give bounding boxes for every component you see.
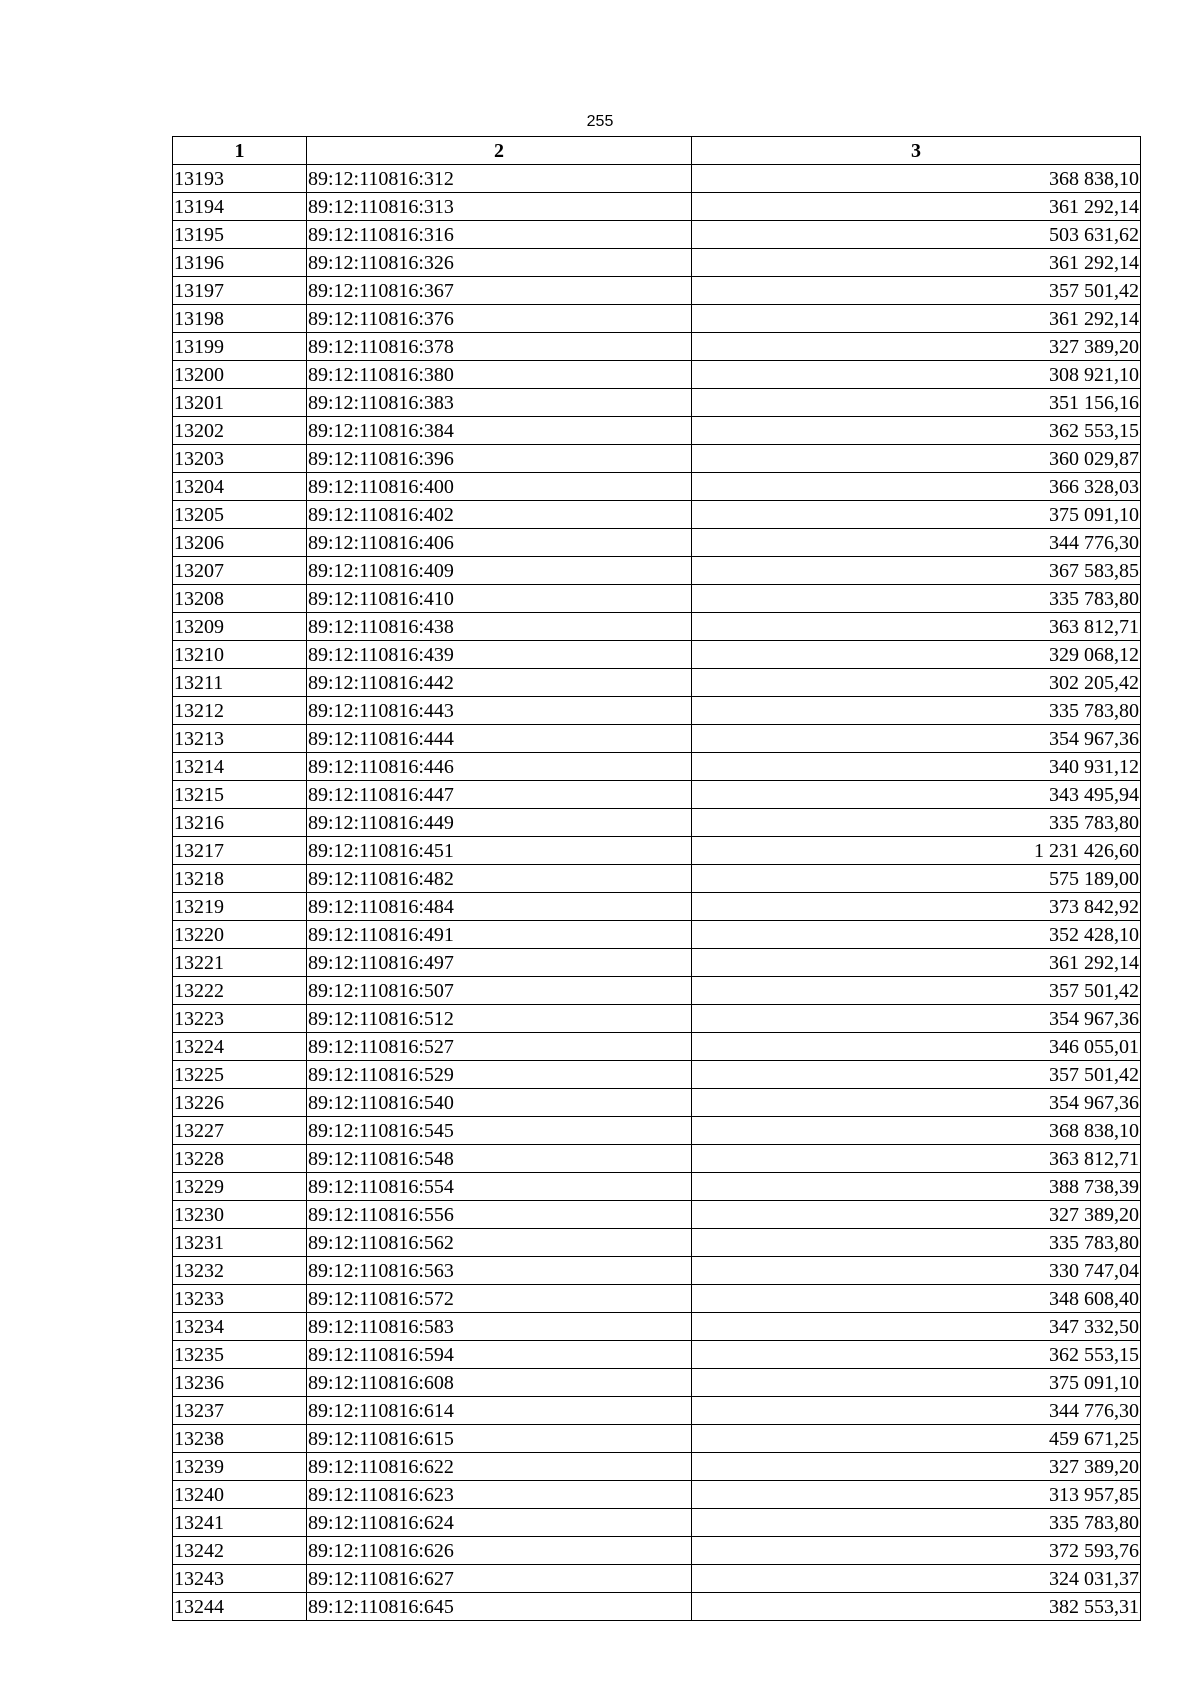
cadastral-number-cell: 89:12:110816:614 bbox=[307, 1397, 692, 1425]
value-cell: 343 495,94 bbox=[692, 781, 1141, 809]
table-row bbox=[173, 697, 1141, 725]
cadastral-number-cell: 89:12:110816:376 bbox=[307, 305, 692, 333]
row-number-cell: 13229 bbox=[173, 1173, 307, 1201]
cadastral-number-cell: 89:12:110816:497 bbox=[307, 949, 692, 977]
table-header-row bbox=[173, 137, 1141, 165]
cadastral-number-cell: 89:12:110816:378 bbox=[307, 333, 692, 361]
cadastral-number-cell: 89:12:110816:451 bbox=[307, 837, 692, 865]
value-cell: 327 389,20 bbox=[692, 1453, 1141, 1481]
table-row bbox=[173, 417, 1141, 445]
row-number-cell: 13214 bbox=[173, 753, 307, 781]
value-cell: 375 091,10 bbox=[692, 501, 1141, 529]
row-number-cell: 13220 bbox=[173, 921, 307, 949]
row-number-cell: 13244 bbox=[173, 1593, 307, 1621]
table-row bbox=[173, 1369, 1141, 1397]
value-cell: 357 501,42 bbox=[692, 977, 1141, 1005]
value-cell: 1 231 426,60 bbox=[692, 837, 1141, 865]
row-number-cell: 13226 bbox=[173, 1089, 307, 1117]
value-cell: 361 292,14 bbox=[692, 249, 1141, 277]
row-number-cell: 13222 bbox=[173, 977, 307, 1005]
value-cell: 373 842,92 bbox=[692, 893, 1141, 921]
table-row bbox=[173, 1089, 1141, 1117]
cadastral-number-cell: 89:12:110816:447 bbox=[307, 781, 692, 809]
page-number: 255 bbox=[586, 113, 614, 130]
row-number-cell: 13242 bbox=[173, 1537, 307, 1565]
table-row bbox=[173, 837, 1141, 865]
row-number-cell: 13198 bbox=[173, 305, 307, 333]
row-number-cell: 13231 bbox=[173, 1229, 307, 1257]
value-cell: 335 783,80 bbox=[692, 585, 1141, 613]
table-row bbox=[173, 389, 1141, 417]
cadastral-number-cell: 89:12:110816:444 bbox=[307, 725, 692, 753]
value-cell: 352 428,10 bbox=[692, 921, 1141, 949]
value-cell: 575 189,00 bbox=[692, 865, 1141, 893]
value-cell: 382 553,31 bbox=[692, 1593, 1141, 1621]
row-number-cell: 13243 bbox=[173, 1565, 307, 1593]
value-cell: 360 029,87 bbox=[692, 445, 1141, 473]
row-number-cell: 13224 bbox=[173, 1033, 307, 1061]
cadastral-number-cell: 89:12:110816:400 bbox=[307, 473, 692, 501]
value-cell: 362 553,15 bbox=[692, 417, 1141, 445]
row-number-cell: 13205 bbox=[173, 501, 307, 529]
value-cell: 372 593,76 bbox=[692, 1537, 1141, 1565]
cadastral-number-cell: 89:12:110816:380 bbox=[307, 361, 692, 389]
row-number-cell: 13227 bbox=[173, 1117, 307, 1145]
cadastral-number-cell: 89:12:110816:645 bbox=[307, 1593, 692, 1621]
cadastral-number-cell: 89:12:110816:527 bbox=[307, 1033, 692, 1061]
cadastral-number-cell: 89:12:110816:594 bbox=[307, 1341, 692, 1369]
row-number-cell: 13239 bbox=[173, 1453, 307, 1481]
table-row bbox=[173, 333, 1141, 361]
column-header-1: 1 bbox=[173, 137, 307, 165]
cadastral-number-cell: 89:12:110816:583 bbox=[307, 1313, 692, 1341]
table-row bbox=[173, 1453, 1141, 1481]
table-row bbox=[173, 1285, 1141, 1313]
row-number-cell: 13212 bbox=[173, 697, 307, 725]
value-cell: 351 156,16 bbox=[692, 389, 1141, 417]
row-number-cell: 13232 bbox=[173, 1257, 307, 1285]
cadastral-number-cell: 89:12:110816:384 bbox=[307, 417, 692, 445]
row-number-cell: 13235 bbox=[173, 1341, 307, 1369]
value-cell: 368 838,10 bbox=[692, 1117, 1141, 1145]
table-row bbox=[173, 193, 1141, 221]
row-number-cell: 13233 bbox=[173, 1285, 307, 1313]
cadastral-number-cell: 89:12:110816:312 bbox=[307, 165, 692, 193]
cadastral-number-cell: 89:12:110816:316 bbox=[307, 221, 692, 249]
row-number-cell: 13208 bbox=[173, 585, 307, 613]
row-number-cell: 13203 bbox=[173, 445, 307, 473]
value-cell: 354 967,36 bbox=[692, 725, 1141, 753]
table-row bbox=[173, 557, 1141, 585]
value-cell: 302 205,42 bbox=[692, 669, 1141, 697]
table-row bbox=[173, 1117, 1141, 1145]
row-number-cell: 13234 bbox=[173, 1313, 307, 1341]
table-row bbox=[173, 1341, 1141, 1369]
cadastral-number-cell: 89:12:110816:545 bbox=[307, 1117, 692, 1145]
value-cell: 363 812,71 bbox=[692, 1145, 1141, 1173]
table-row bbox=[173, 1033, 1141, 1061]
table-row bbox=[173, 893, 1141, 921]
row-number-cell: 13241 bbox=[173, 1509, 307, 1537]
cadastral-number-cell: 89:12:110816:406 bbox=[307, 529, 692, 557]
cadastral-number-cell: 89:12:110816:410 bbox=[307, 585, 692, 613]
row-number-cell: 13238 bbox=[173, 1425, 307, 1453]
value-cell: 363 812,71 bbox=[692, 613, 1141, 641]
table-row bbox=[173, 1229, 1141, 1257]
value-cell: 335 783,80 bbox=[692, 1229, 1141, 1257]
row-number-cell: 13218 bbox=[173, 865, 307, 893]
cadastral-number-cell: 89:12:110816:563 bbox=[307, 1257, 692, 1285]
value-cell: 329 068,12 bbox=[692, 641, 1141, 669]
table-row bbox=[173, 809, 1141, 837]
row-number-cell: 13209 bbox=[173, 613, 307, 641]
value-cell: 327 389,20 bbox=[692, 333, 1141, 361]
row-number-cell: 13196 bbox=[173, 249, 307, 277]
table-row bbox=[173, 1313, 1141, 1341]
table-row bbox=[173, 165, 1141, 193]
cadastral-number-cell: 89:12:110816:562 bbox=[307, 1229, 692, 1257]
cadastral-number-cell: 89:12:110816:626 bbox=[307, 1537, 692, 1565]
cadastral-number-cell: 89:12:110816:482 bbox=[307, 865, 692, 893]
value-cell: 503 631,62 bbox=[692, 221, 1141, 249]
value-cell: 324 031,37 bbox=[692, 1565, 1141, 1593]
table-row bbox=[173, 1481, 1141, 1509]
table-row bbox=[173, 725, 1141, 753]
value-cell: 313 957,85 bbox=[692, 1481, 1141, 1509]
value-cell: 308 921,10 bbox=[692, 361, 1141, 389]
row-number-cell: 13201 bbox=[173, 389, 307, 417]
row-number-cell: 13215 bbox=[173, 781, 307, 809]
cadastral-number-cell: 89:12:110816:326 bbox=[307, 249, 692, 277]
row-number-cell: 13211 bbox=[173, 669, 307, 697]
cadastral-number-cell: 89:12:110816:627 bbox=[307, 1565, 692, 1593]
table-row bbox=[173, 221, 1141, 249]
cadastral-number-cell: 89:12:110816:446 bbox=[307, 753, 692, 781]
cadastral-number-cell: 89:12:110816:608 bbox=[307, 1369, 692, 1397]
table-row bbox=[173, 865, 1141, 893]
value-cell: 459 671,25 bbox=[692, 1425, 1141, 1453]
cadastral-number-cell: 89:12:110816:383 bbox=[307, 389, 692, 417]
value-cell: 348 608,40 bbox=[692, 1285, 1141, 1313]
table-row bbox=[173, 613, 1141, 641]
table-row bbox=[173, 1173, 1141, 1201]
table-row bbox=[173, 529, 1141, 557]
value-cell: 366 328,03 bbox=[692, 473, 1141, 501]
row-number-cell: 13225 bbox=[173, 1061, 307, 1089]
row-number-cell: 13219 bbox=[173, 893, 307, 921]
row-number-cell: 13240 bbox=[173, 1481, 307, 1509]
table-row bbox=[173, 249, 1141, 277]
value-cell: 357 501,42 bbox=[692, 1061, 1141, 1089]
cadastral-number-cell: 89:12:110816:313 bbox=[307, 193, 692, 221]
cadastral-number-cell: 89:12:110816:512 bbox=[307, 1005, 692, 1033]
table-row bbox=[173, 753, 1141, 781]
row-number-cell: 13204 bbox=[173, 473, 307, 501]
cadastral-number-cell: 89:12:110816:624 bbox=[307, 1509, 692, 1537]
value-cell: 335 783,80 bbox=[692, 697, 1141, 725]
value-cell: 354 967,36 bbox=[692, 1089, 1141, 1117]
cadastral-number-cell: 89:12:110816:529 bbox=[307, 1061, 692, 1089]
row-number-cell: 13223 bbox=[173, 1005, 307, 1033]
cadastral-number-cell: 89:12:110816:554 bbox=[307, 1173, 692, 1201]
row-number-cell: 13217 bbox=[173, 837, 307, 865]
row-number-cell: 13213 bbox=[173, 725, 307, 753]
value-cell: 361 292,14 bbox=[692, 193, 1141, 221]
table-row bbox=[173, 1537, 1141, 1565]
table-row bbox=[173, 669, 1141, 697]
value-cell: 361 292,14 bbox=[692, 949, 1141, 977]
row-number-cell: 13221 bbox=[173, 949, 307, 977]
value-cell: 330 747,04 bbox=[692, 1257, 1141, 1285]
table-row bbox=[173, 641, 1141, 669]
column-header-2: 2 bbox=[307, 137, 692, 165]
cadastral-number-cell: 89:12:110816:367 bbox=[307, 277, 692, 305]
table-row bbox=[173, 1593, 1141, 1621]
row-number-cell: 13200 bbox=[173, 361, 307, 389]
column-header-3: 3 bbox=[692, 137, 1141, 165]
cadastral-number-cell: 89:12:110816:548 bbox=[307, 1145, 692, 1173]
cadastral-number-cell: 89:12:110816:622 bbox=[307, 1453, 692, 1481]
cadastral-number-cell: 89:12:110816:402 bbox=[307, 501, 692, 529]
table-row bbox=[173, 1061, 1141, 1089]
value-cell: 368 838,10 bbox=[692, 165, 1141, 193]
cadastral-number-cell: 89:12:110816:396 bbox=[307, 445, 692, 473]
value-cell: 347 332,50 bbox=[692, 1313, 1141, 1341]
row-number-cell: 13193 bbox=[173, 165, 307, 193]
cadastral-number-cell: 89:12:110816:449 bbox=[307, 809, 692, 837]
value-cell: 357 501,42 bbox=[692, 277, 1141, 305]
table-body bbox=[173, 165, 1141, 1621]
cadastral-number-cell: 89:12:110816:556 bbox=[307, 1201, 692, 1229]
value-cell: 375 091,10 bbox=[692, 1369, 1141, 1397]
table-row bbox=[173, 473, 1141, 501]
value-cell: 335 783,80 bbox=[692, 809, 1141, 837]
table-row bbox=[173, 1257, 1141, 1285]
cadastral-number-cell: 89:12:110816:540 bbox=[307, 1089, 692, 1117]
cadastral-number-cell: 89:12:110816:623 bbox=[307, 1481, 692, 1509]
cadastral-number-cell: 89:12:110816:491 bbox=[307, 921, 692, 949]
value-cell: 335 783,80 bbox=[692, 1509, 1141, 1537]
table-row bbox=[173, 445, 1141, 473]
value-cell: 388 738,39 bbox=[692, 1173, 1141, 1201]
cadastral-number-cell: 89:12:110816:409 bbox=[307, 557, 692, 585]
table-row bbox=[173, 1509, 1141, 1537]
row-number-cell: 13216 bbox=[173, 809, 307, 837]
cadastral-number-cell: 89:12:110816:442 bbox=[307, 669, 692, 697]
cadastral-number-cell: 89:12:110816:615 bbox=[307, 1425, 692, 1453]
table-row bbox=[173, 277, 1141, 305]
cadastral-number-cell: 89:12:110816:484 bbox=[307, 893, 692, 921]
table-row bbox=[173, 1201, 1141, 1229]
data-table bbox=[172, 136, 1141, 1621]
value-cell: 340 931,12 bbox=[692, 753, 1141, 781]
table-row bbox=[173, 1145, 1141, 1173]
row-number-cell: 13206 bbox=[173, 529, 307, 557]
table-row bbox=[173, 305, 1141, 333]
table-row bbox=[173, 1565, 1141, 1593]
table-row bbox=[173, 1425, 1141, 1453]
row-number-cell: 13228 bbox=[173, 1145, 307, 1173]
value-cell: 346 055,01 bbox=[692, 1033, 1141, 1061]
cadastral-number-cell: 89:12:110816:439 bbox=[307, 641, 692, 669]
cadastral-number-cell: 89:12:110816:572 bbox=[307, 1285, 692, 1313]
row-number-cell: 13199 bbox=[173, 333, 307, 361]
row-number-cell: 13207 bbox=[173, 557, 307, 585]
cadastral-number-cell: 89:12:110816:507 bbox=[307, 977, 692, 1005]
row-number-cell: 13194 bbox=[173, 193, 307, 221]
cadastral-number-cell: 89:12:110816:443 bbox=[307, 697, 692, 725]
table-row bbox=[173, 949, 1141, 977]
value-cell: 344 776,30 bbox=[692, 1397, 1141, 1425]
table-row bbox=[173, 1005, 1141, 1033]
value-cell: 367 583,85 bbox=[692, 557, 1141, 585]
row-number-cell: 13195 bbox=[173, 221, 307, 249]
table-row bbox=[173, 1397, 1141, 1425]
value-cell: 344 776,30 bbox=[692, 529, 1141, 557]
row-number-cell: 13236 bbox=[173, 1369, 307, 1397]
row-number-cell: 13202 bbox=[173, 417, 307, 445]
value-cell: 361 292,14 bbox=[692, 305, 1141, 333]
row-number-cell: 13230 bbox=[173, 1201, 307, 1229]
table-row bbox=[173, 585, 1141, 613]
table-row bbox=[173, 781, 1141, 809]
row-number-cell: 13237 bbox=[173, 1397, 307, 1425]
cadastral-number-cell: 89:12:110816:438 bbox=[307, 613, 692, 641]
table-row bbox=[173, 921, 1141, 949]
row-number-cell: 13210 bbox=[173, 641, 307, 669]
value-cell: 354 967,36 bbox=[692, 1005, 1141, 1033]
table-row bbox=[173, 977, 1141, 1005]
table-row bbox=[173, 501, 1141, 529]
value-cell: 362 553,15 bbox=[692, 1341, 1141, 1369]
row-number-cell: 13197 bbox=[173, 277, 307, 305]
value-cell: 327 389,20 bbox=[692, 1201, 1141, 1229]
table-row bbox=[173, 361, 1141, 389]
